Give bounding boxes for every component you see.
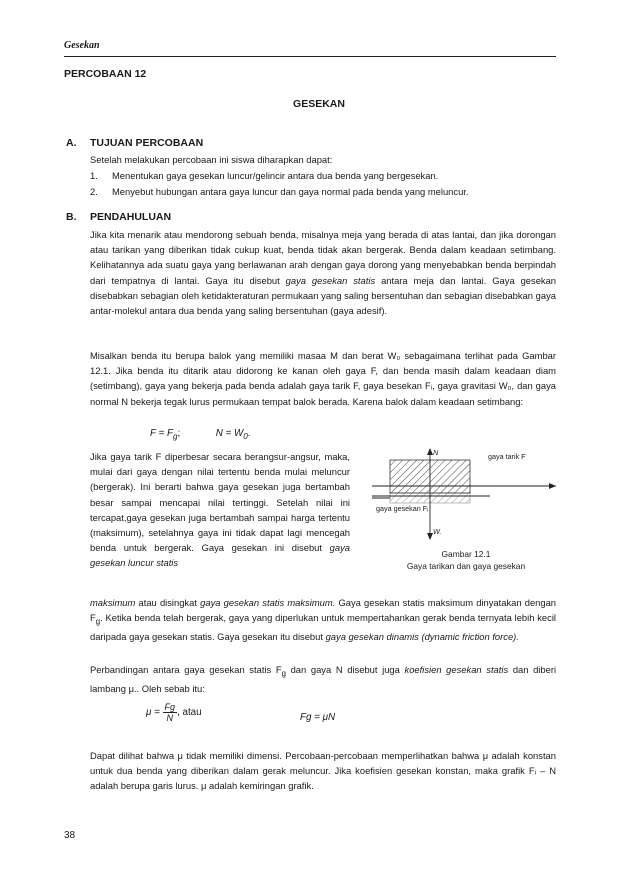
section-a-letter: A. <box>66 137 77 149</box>
header-divider <box>64 56 556 57</box>
figure-caption-title: Gambar 12.1 <box>441 549 491 559</box>
experiment-label: PERCOBAAN 12 <box>64 68 147 80</box>
term-sliding-static: gaya gesekan luncur statis <box>90 542 350 569</box>
section-a-title: TUJUAN PERCOBAAN <box>90 137 204 149</box>
label-weight: W. <box>433 527 442 536</box>
section-a-intro: Setelah melakukan percobaan ini siswa diharapkan dapat: <box>90 154 333 165</box>
list-item <box>90 168 556 183</box>
list-item-number: 2. <box>90 186 98 197</box>
pull-arrow-head <box>549 483 556 489</box>
paragraph-2: Misalkan benda itu berupa balok yang memiliki masaa M dan berat W₀ sebagaimana terlihat pada Gambar 12.1. Jika benda itu ditarik atau didorong ke kanan oleh gaya F, dan benda masih dalam keadaan diam (setimbang), gaya yang bekerja pada benda adalah gaya tarik F, gaya besekan Fᵢ, gaya gravitasi W₀, dan gaya normal N bekerja tegak lurus permukaan tempat balok berada. Karena balok dalam keadaan setimbang: <box>90 350 556 407</box>
list-item-number: 1. <box>90 170 98 181</box>
running-header: Gesekan <box>64 40 100 51</box>
term-coefficient: koefisien gesekan statis <box>404 664 509 675</box>
list-item <box>90 184 556 199</box>
page-title: GESEKAN <box>293 98 345 110</box>
list-item-text: Menyebut hubungan antara gaya luncur dan gaya normal pada benda yang meluncur. <box>112 186 469 197</box>
section-b-letter: B. <box>66 211 77 223</box>
figure-block-diagram <box>372 448 556 540</box>
paragraph-1: Jika kita menarik atau mendorong sebuah benda, misalnya meja yang berada di atas lantai, dan jika dorongan atau tarikan yang diberikan tidak cukup kuat, benda tidak akan bergerak. Benda dalam keadaan setimbang. Kelihatannya ada suatu gaya yang berlawanan arah dengan gaya dorong yang menyebabkan benda berpindah dari tempatnya di lantai. Gaya itu disebut gaya gesekan statis antara meja dan lantai. Gaya gesekan disebabkan sebagian oleh ketidakteraturan permukaan yang saling bersentuhan dan sebagian disebabkan gaya antar-molekul antara dua benda yang saling bersentuhan (gaya adesif). <box>90 229 557 317</box>
page-number: 38 <box>64 830 76 841</box>
paragraph-3-continued: maksimum atau disingkat gaya gesekan statis maksimum. Gaya gesekan statis maksimum dinyatakan dengan $F_g$. Ketika benda telah bergerak, gaya yang diperlukan untuk mempertahankan gerak benda ternyata lebih kecil daripada gaya gesekan statis. Gaya gesekan itu disebut gaya gesekan dinamis (dynamic friction force). <box>90 597 557 643</box>
term-max-static: gaya gesekan statis maksimum. <box>200 597 336 608</box>
label-normal-force: N <box>433 448 439 457</box>
term-static-friction: gaya gesekan statis <box>285 274 376 286</box>
list-item-text: Menentukan gaya gesekan luncur/gelincir antara dua benda yang bergesekan. <box>112 170 439 181</box>
coefficient-equation-alt: Fg = μN <box>300 712 336 723</box>
figure-caption-text: Gaya tarikan dan gaya gesekan <box>406 561 526 571</box>
equilibrium-equation: $F = F_g$; $N = W_0$. <box>150 428 251 441</box>
paragraph-4: Perbandingan antara gaya gesekan statis $F_g$ dan gaya N disebut juga koefisien gesekan statis dan diberi lambang μ.. Oleh sebab itu: <box>90 664 557 695</box>
fraction: $\frac{Fg}{N}$ <box>164 702 176 723</box>
section-b-title: PENDAHULUAN <box>90 211 172 223</box>
label-pull-force: gaya tarik F <box>488 452 526 461</box>
paragraph-3: Jika gaya tarik F diperbesar secara berangsur-angsur, maka, mulai dari gaya dengan nilai tertentu benda mulai meluncur (bergerak). Ini berarti bahwa gaya gesekan juga bertambah besar sampai mencapai nilai tertinggi. Setelah nilai ini tercapat,gaya gesekan juga bertambah sampai harga tertentu (maksimum), setelahnya gaya ini tidak dapat lagi mencegah benda untuk bergerak. Gaya gesekan ini disebut gaya gesekan luncur statis <box>90 451 350 569</box>
paragraph-5: Dapat dilihat bahwa μ tidak memiliki dimensi. Percobaan-percobaan memperlihatkan bahwa μ adalah konstan untuk dua benda yang diberikan dalam gerak meluncur. Jika koefisien gesekan konstan, maka grafik Fᵢ – N adalah berupa garis lurus. μ adalah kemiringan grafik. <box>90 750 556 792</box>
coefficient-equation: μ = $\frac{Fg}{N}$ , atau <box>146 702 202 723</box>
term-dynamic-friction: gaya gesekan dinamis (dynamic friction force). <box>325 631 519 643</box>
label-friction-force: gaya gesekan Fᵢ <box>376 504 429 513</box>
figure-caption <box>376 548 556 572</box>
